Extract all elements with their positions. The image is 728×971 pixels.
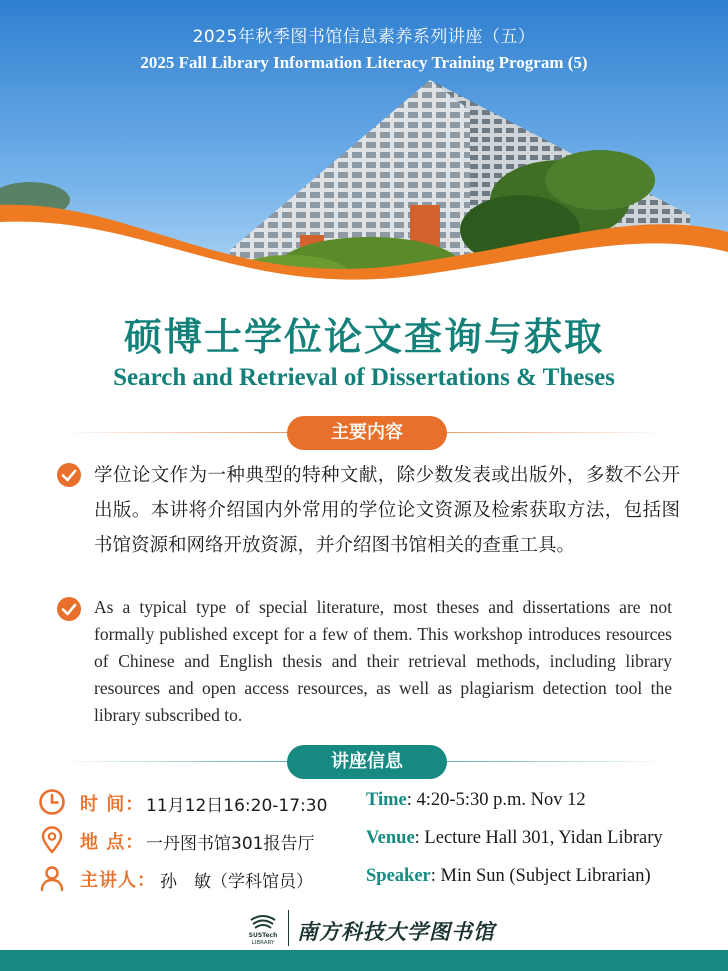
info-row-venue [38, 826, 698, 856]
divider-line [438, 761, 668, 762]
check-circle-icon [56, 596, 82, 622]
clock-icon [38, 788, 66, 816]
footer-logos [245, 910, 495, 946]
person-icon [38, 864, 66, 892]
location-pin-icon [38, 826, 66, 854]
venue-label-en: Venue [366, 828, 415, 848]
library-name: 南方科技大学图书馆 [297, 919, 495, 944]
series-title-cn: 2025年秋季图书馆信息素养系列讲座（五） [192, 27, 536, 47]
svg-text:LIBRARY: LIBRARY [251, 940, 275, 946]
section-label-content: 主要内容 [287, 416, 447, 450]
time-label-en: Time [366, 790, 407, 810]
sustech-library-logo [245, 910, 281, 946]
venue-en [366, 828, 663, 849]
time-value-cn: 11月12日16:20-17:30 [146, 796, 328, 816]
venue-value-cn: 一丹图书馆301报告厅 [146, 834, 315, 854]
section-header-info [40, 745, 688, 779]
info-row-speaker [38, 864, 698, 894]
lecture-title-en: Search and Retrieval of Dissertations & Theses [113, 364, 615, 391]
info-row-time [38, 788, 698, 818]
logo-divider [288, 910, 289, 946]
speaker-value-en: : Min Sun (Subject Librarian) [430, 866, 651, 886]
divider-line [60, 761, 290, 762]
footer-band [0, 950, 728, 971]
svg-text:SUSTech: SUSTech [248, 932, 278, 939]
speaker-label-en: Speaker [366, 866, 431, 886]
section-label-info: 讲座信息 [287, 745, 447, 779]
time-value-en: : 4:20-5:30 p.m. Nov 12 [406, 790, 586, 810]
speaker-value-cn: 孙 敏（学科馆员） [160, 872, 313, 892]
time-en [366, 790, 586, 811]
speaker-en [366, 866, 651, 887]
section-header-content [40, 416, 688, 450]
venue-label-cn: 地 点： [80, 832, 145, 853]
time-label-cn: 时 间： [80, 794, 145, 815]
divider-line [438, 432, 668, 433]
lecture-title-cn: 硕博士学位论文查询与获取 [123, 315, 604, 359]
check-circle-icon [56, 462, 82, 488]
series-title-en: 2025 Fall Library Information Literacy Training Program (5) [140, 53, 588, 72]
content-paragraph-en: As a typical type of special literature, most theses and dissertations are not formally published except for a few of them. This workshop introduces resources of Chinese and English thesis and their retrieval methods, including library resources and open access resources, as well as plagiarism detection tool the library subscribed to. [94, 597, 672, 725]
venue-value-en: : Lecture Hall 301, Yidan Library [414, 828, 663, 848]
speaker-label-cn: 主讲人： [80, 870, 156, 891]
divider-line [60, 432, 290, 433]
content-paragraph-cn: 学位论文作为一种典型的特种文献，除少数发表或出版外，多数不公开出版。本讲将介绍国内外常用的学位论文资源及检索获取方法，包括图书馆资源和网络开放资源，并介绍图书馆相关的查重工具。 [94, 465, 680, 556]
